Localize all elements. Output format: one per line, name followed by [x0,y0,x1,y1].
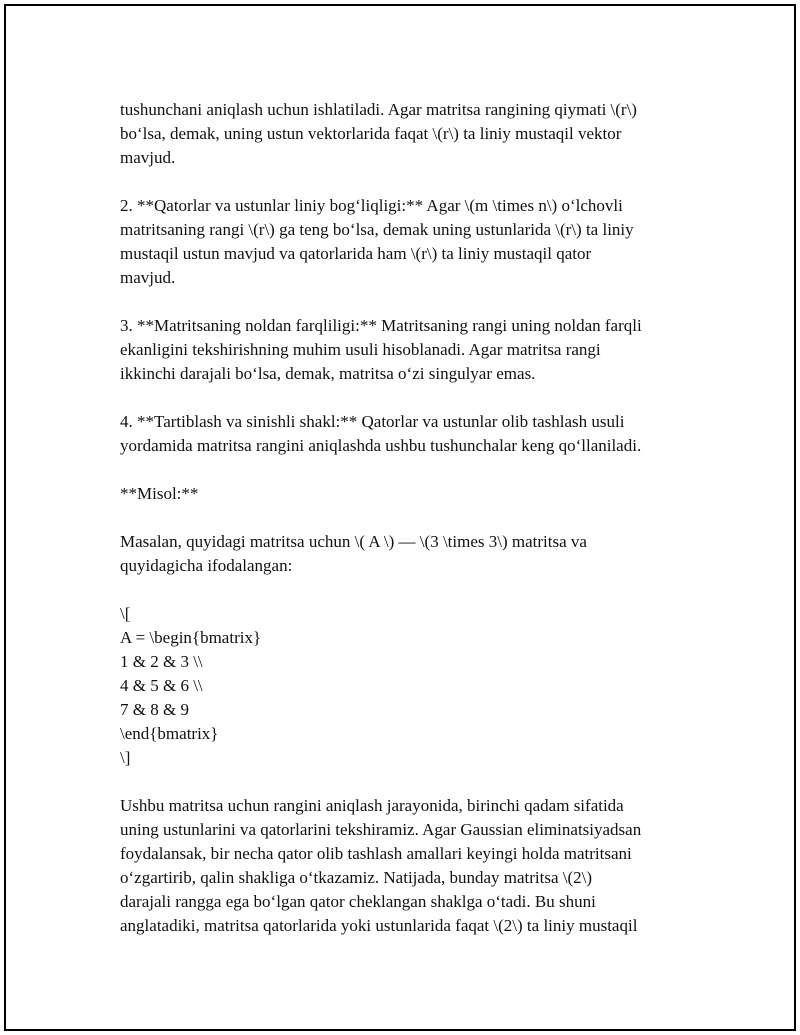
text-line: ekanligini tekshirishning muhim usuli hisoblanadi. Agar matritsa rangi [120,340,601,359]
matrix-line: A = \begin{bmatrix} [120,628,262,647]
text-line: 4. **Tartiblash va sinishli shakl:** Qatorlar va ustunlar olib tashlash usuli [120,412,625,431]
matrix-line: 1 & 2 & 3 \\ [120,652,203,671]
paragraph-gap [120,578,700,602]
matrix-line: 4 & 5 & 6 \\ [120,676,203,695]
paragraph [120,794,700,938]
text-line: ikkinchi darajali bo‘lsa, demak, matritsa o‘zi singulyar emas. [120,364,536,383]
text-line: foydalansak, bir necha qator olib tashlash amallari keyingi holda matritsani [120,844,632,863]
paragraph [120,98,700,170]
matrix-block [120,602,700,770]
matrix-line: 7 & 8 & 9 [120,700,189,719]
paragraph [120,314,700,386]
matrix-line: \end{bmatrix} [120,724,219,743]
text-line: tushunchani aniqlash uchun ishlatiladi. Agar matritsa rangining qiymati \(r\) [120,100,637,119]
text-line: mavjud. [120,148,176,167]
text-line: quyidagicha ifodalangan: [120,556,293,575]
text-line: anglatadiki, matritsa qatorlarida yoki ustunlarida faqat \(2\) ta liniy mustaqil [120,916,638,935]
document-body [120,98,700,938]
text-line: Ushbu matritsa uchun rangini aniqlash jarayonida, birinchi qadam sifatida [120,796,624,815]
section-heading: **Misol:** [120,484,199,503]
paragraph-gap [120,290,700,314]
text-line: mavjud. [120,268,176,287]
text-line: darajali rangga ega bo‘lgan qator cheklangan shaklga o‘tadi. Bu shuni [120,892,596,911]
matrix-line: \[ [120,604,131,623]
paragraph-gap [120,506,700,530]
paragraph [120,194,700,290]
paragraph [120,530,700,578]
text-line: 2. **Qatorlar va ustunlar liniy bog‘liqligi:** Agar \(m \times n\) o‘lchovli [120,196,623,215]
document-page [4,4,796,1031]
text-line: yordamida matritsa rangini aniqlashda ushbu tushunchalar keng qo‘llaniladi. [120,436,642,455]
text-line: uning ustunlarini va qatorlarini tekshiramiz. Agar Gaussian eliminatsiyadsan [120,820,642,839]
text-line: bo‘lsa, demak, uning ustun vektorlarida faqat \(r\) ta liniy mustaqil vektor [120,124,622,143]
text-line: o‘zgartirib, qalin shakliga o‘tkazamiz. Natijada, bunday matritsa \(2\) [120,868,593,887]
paragraph [120,482,700,506]
paragraph-gap [120,386,700,410]
paragraph-gap [120,458,700,482]
matrix-line: \] [120,748,131,767]
paragraph-gap [120,770,700,794]
paragraph-gap [120,170,700,194]
text-line: matritsaning rangi \(r\) ga teng bo‘lsa, demak uning ustunlarida \(r\) ta liniy [120,220,634,239]
text-line: Masalan, quyidagi matritsa uchun \( A \) — \(3 \times 3\) matritsa va [120,532,587,551]
text-line: mustaqil ustun mavjud va qatorlarida ham \(r\) ta liniy mustaqil qator [120,244,592,263]
text-line: 3. **Matritsaning noldan farqliligi:** Matritsaning rangi uning noldan farqli [120,316,642,335]
paragraph [120,410,700,458]
